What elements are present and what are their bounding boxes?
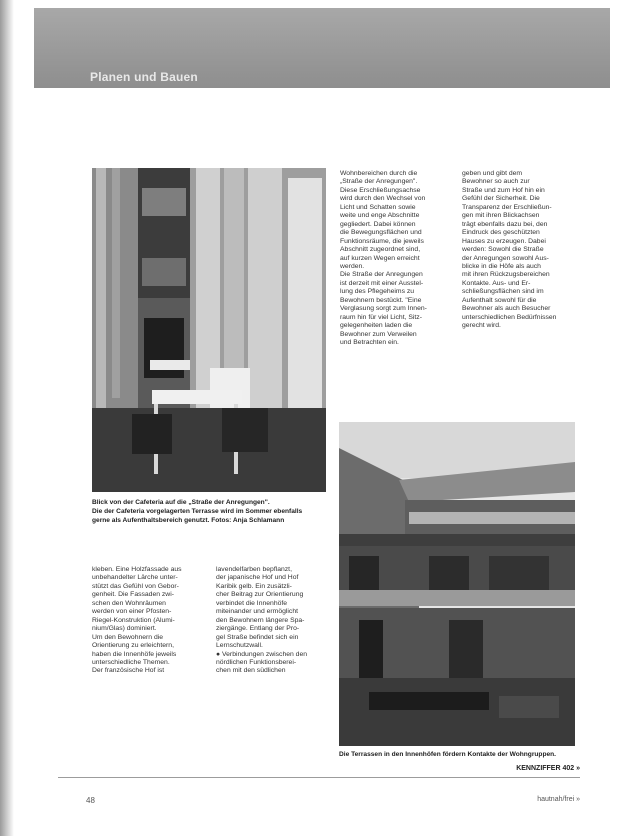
text-line: mit ihren Rückzugsbereichen bbox=[462, 271, 550, 279]
text-line: unbehandelter Lärche unter- bbox=[92, 574, 178, 582]
text-line: Transparenz der Erschließun- bbox=[462, 203, 552, 211]
text-line: Aufenthalt sowohl für die bbox=[462, 296, 537, 304]
text-line: cher Beitrag zur Orientierung bbox=[216, 591, 304, 599]
text-line: weite und enge Abschnitte bbox=[340, 212, 420, 220]
text-line: Licht und Schatten sowie bbox=[340, 203, 416, 211]
text-line: gelegenheiten laden die bbox=[340, 322, 413, 330]
text-line: kleben. Eine Holzfassade aus bbox=[92, 566, 182, 573]
kennziffer-label: KENNZIFFER 402 » bbox=[516, 765, 580, 772]
text-line: Bewohnern bestückt. "Eine bbox=[340, 296, 422, 304]
text-line: schließungsflächen sind im bbox=[462, 288, 544, 296]
magazine-name: hautnah/frei » bbox=[537, 796, 580, 803]
text-line: Verglasung sorgt zum Innen- bbox=[340, 305, 427, 313]
page-edge-shadow bbox=[0, 0, 14, 836]
text-line: lavendelfarben bepflanzt, bbox=[216, 566, 292, 573]
text-line: Kontakte. Aus- und Er- bbox=[462, 279, 531, 287]
text-line: Karibik gelb. Ein zusätzli- bbox=[216, 582, 292, 590]
text-line: Bewohner so auch zur bbox=[462, 178, 530, 186]
section-title: Planen und Bauen bbox=[90, 70, 198, 84]
text-line: werden von einer Pfosten- bbox=[92, 608, 172, 616]
text-line: Lernschutzwall. bbox=[216, 642, 263, 650]
text-column-b bbox=[216, 566, 332, 676]
text-line: Funktionsräume, die jeweils bbox=[340, 237, 424, 245]
text-line: chen mit den südlichen bbox=[216, 667, 286, 675]
text-line: Wohnbereichen durch die bbox=[340, 170, 418, 177]
text-line: Riegel-Konstruktion (Alumi- bbox=[92, 616, 175, 624]
text-line: die Bewegungsflächen und bbox=[340, 229, 422, 237]
text-line: haben die Innenhöfe jeweils bbox=[92, 650, 177, 658]
text-line: raum hin für viel Licht, Sitz- bbox=[340, 313, 422, 321]
text-line: Bewohner als auch Besucher bbox=[462, 305, 551, 313]
text-line: unterschiedliche Themen. bbox=[92, 658, 170, 666]
text-line: genheit. Die Fassaden zwi- bbox=[92, 591, 174, 599]
text-line: ziergänge. Entlang der Pro- bbox=[216, 625, 300, 633]
text-line: Eindruck des geschützten bbox=[462, 229, 540, 237]
text-line: gegliedert. Dabei können bbox=[340, 220, 416, 228]
caption-line: Blick von der Cafeteria auf die „Straße der Anregungen". bbox=[92, 499, 270, 506]
text-line: Um den Bewohnern die bbox=[92, 633, 164, 641]
text-line: den Bewohnern längere Spa- bbox=[216, 616, 305, 624]
text-line: Straße und zum Hof hin ein bbox=[462, 186, 545, 194]
text-line: ● Verbindungen zwischen den bbox=[216, 650, 308, 658]
footer-divider bbox=[58, 777, 580, 778]
text-line: Diese Erschließungsachse bbox=[340, 186, 421, 194]
text-line: Orientierung zu erleichtern, bbox=[92, 642, 174, 650]
caption-line: gerne als Aufenthaltsbereich genutzt. Fotos: Anja Schlamann bbox=[92, 517, 285, 524]
text-line: lung des Pflegeheims zu bbox=[340, 288, 415, 296]
text-column-d bbox=[462, 170, 578, 331]
page-number: 48 bbox=[86, 796, 95, 805]
caption-line: Die der Cafeteria vorgelagerten Terrasse wird im Sommer ebenfalls bbox=[92, 508, 303, 515]
text-line: der Anregungen sowohl Aus- bbox=[462, 254, 549, 262]
text-line: Hauses zu erzeugen. Dabei bbox=[462, 237, 546, 245]
text-line: Die Straße der Anregungen bbox=[340, 271, 423, 279]
photo-cafeteria-view bbox=[92, 168, 326, 492]
text-line: gerecht wird. bbox=[462, 322, 501, 330]
text-line: gel Straße befindet sich ein bbox=[216, 633, 299, 641]
text-line: und Betrachten ein. bbox=[340, 339, 399, 347]
text-line: Gefühl der Sicherheit. Die bbox=[462, 195, 540, 203]
text-line: der japanische Hof und Hof bbox=[216, 574, 299, 582]
text-line: Bewohner zum Verweilen bbox=[340, 330, 417, 338]
photo-cafeteria-caption bbox=[92, 498, 332, 525]
text-line: Abschnitt zugeordnet sind, bbox=[340, 246, 421, 254]
text-line: werden: Sowohl die Straße bbox=[462, 246, 544, 254]
text-line: nördlichen Funktionsberei- bbox=[216, 658, 297, 666]
text-line: auf kurzen Wegen erreicht bbox=[340, 254, 420, 262]
text-line: trägt ebenfalls dazu bei, den bbox=[462, 220, 548, 228]
photo-courtyard-caption: Die Terrassen in den Innenhöfen fördern Kontakte der Wohngruppen. bbox=[339, 751, 557, 758]
section-header-band bbox=[34, 8, 610, 88]
text-column-a bbox=[92, 566, 209, 676]
text-line: werden. bbox=[340, 262, 365, 270]
text-line: geben und gibt dem bbox=[462, 170, 523, 177]
text-line: nium/Glas) dominiert. bbox=[92, 625, 157, 633]
text-column-c bbox=[340, 170, 457, 348]
text-line: wird durch den Wechsel von bbox=[340, 195, 426, 203]
text-line: verbindet die Innenhöfe bbox=[216, 599, 288, 607]
text-line: blicke in die Höfe als auch bbox=[462, 262, 541, 270]
text-line: ist derzeit mit einer Ausstel- bbox=[340, 279, 424, 287]
text-line: stützt das Gefühl von Gebor- bbox=[92, 582, 179, 590]
text-line: schen den Wohnräumen bbox=[92, 599, 166, 607]
text-line: gen mit ihren Blickachsen bbox=[462, 212, 540, 220]
photo-courtyard-terraces bbox=[339, 422, 575, 746]
text-line: miteinander und ermöglicht bbox=[216, 608, 298, 616]
text-line: „Straße der Anregungen". bbox=[340, 178, 418, 186]
text-line: Der französische Hof ist bbox=[92, 667, 165, 675]
text-line: unterschiedlichen Bedürfnissen bbox=[462, 313, 557, 321]
